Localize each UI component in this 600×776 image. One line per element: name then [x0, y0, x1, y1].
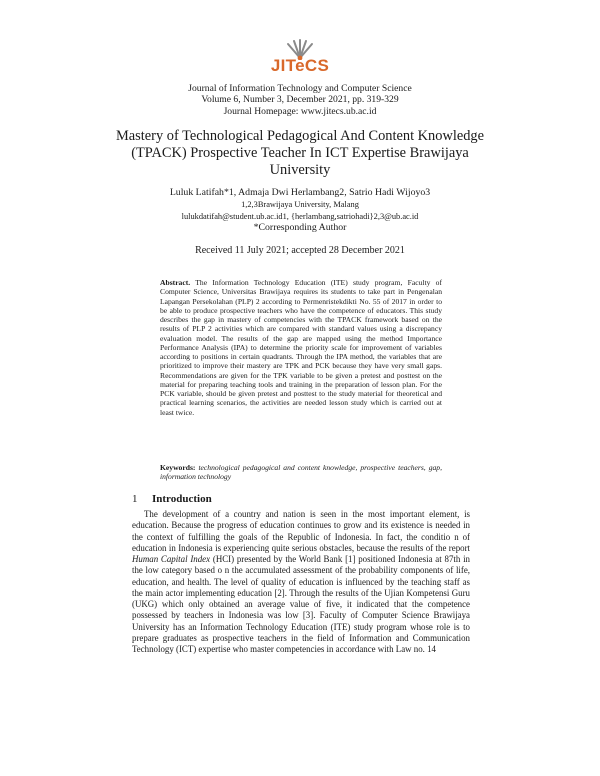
section-title: Introduction: [152, 493, 212, 505]
journal-info: [40, 83, 560, 117]
keywords-text: technological pedagogical and content knowledge, prospective teachers, gap, information technology: [160, 463, 442, 482]
journal-name: Journal of Information Technology and Computer Science: [188, 83, 412, 94]
section-heading: [132, 493, 212, 505]
author-affiliation: 1,2,3Brawijaya University, Malang: [241, 199, 359, 209]
section-number: 1: [132, 493, 138, 505]
abstract-label: Abstract.: [160, 278, 191, 287]
corresponding-author: *Corresponding Author: [253, 222, 347, 234]
journal-volume: Volume 6, Number 3, December 2021, pp. 319-329: [201, 94, 399, 106]
keywords-label: Keywords:: [160, 463, 196, 472]
author-names: Luluk Latifah*1, Admaja Dwi Herlambang2, Satrio Hadi Wijoyo3: [169, 187, 431, 198]
abstract-text: The Information Technology Education (ITE) study program, Faculty of Computer Science, Universitas Brawijaya requires its students to take part in Pengenalan Lapangan Persekolahan (PLP) 2 according to Permenristekdikti No. 55 of 2017 in order to be able to produce prospective teachers who have the competence of educators. This study describes the gap in mastery of competencies with the TPACK framework based on the results of PLP 2 activities which are compared with standard values using a discrepancy evaluation model. The results of the gap are mapped using the method Importance Performance Analysis (IPA) to determine the priority scale for improvement of variables according to positions in certain quadrants. Through the IPA method, the variables that are prioritized to improve their mastery are TPK and PCK because they have very small gaps. Recommendations are given for the TPK variable to be given a pretest and posttest on the material for preparing teaching tools and training in the preparation of lesson plan. For the PCK variable, should be given pretest and posttest to the study material for theoretical and practical learning scenarios, the activities are needed lesson study which is carried out at least twice.: [160, 278, 442, 417]
author-block: [40, 187, 560, 234]
logo-text: JITeCS: [270, 56, 330, 75]
body-text: [132, 509, 470, 655]
paper-title: Mastery of Technological Pedagogical And Content Knowledge (TPACK) Prospective Teacher In ICT Expertise Brawijaya University: [116, 128, 484, 178]
abstract: [160, 278, 442, 417]
body-text-part: The development of a country and nation is seen in the most important element, is education. Because the progress of education continues to grow and its existence is needed in the context of fulfilling the goals of the Republic of Indonesia. In fact, the conditio n of education in Indonesia is experiencing quite serious obstacles, because the results of the report: [132, 509, 470, 553]
body-italic-term: Human Capital Index: [132, 554, 211, 564]
journal-homepage: Journal Homepage: www.jitecs.ub.ac.id: [223, 105, 377, 117]
keywords: [160, 463, 442, 482]
body-paragraph: [132, 509, 470, 655]
author-emails: lulukdatifah@student.ub.ac.id1, {herlambang,satriohadi}2,3@ub.ac.id: [181, 211, 419, 221]
journal-logo: [268, 38, 332, 78]
received-dates: Received 11 July 2021; accepted 28 December 2021: [195, 245, 405, 256]
body-text-part: (HCI) presented by the World Bank [1] positioned Indonesia at 87th in the low category based o n the accumulated assessment of the probability components of life, education, and health. The level of quality of education is influenced by the teaching staff as the main actor implementing education [2]. Through the results of the Ujian Kompetensi Guru (UKG) which only obtained an average value of five, it indicated that the competence possessed by teachers in Indonesia was low [3]. Faculty of Computer Science Brawijaya University has an Information Technology Education (ITE) study program whose role is to prepare graduates as prospective teachers in the field of Information and Communication Technology (ICT) expertise who master competencies in accordance with Law no. 14: [132, 554, 470, 654]
